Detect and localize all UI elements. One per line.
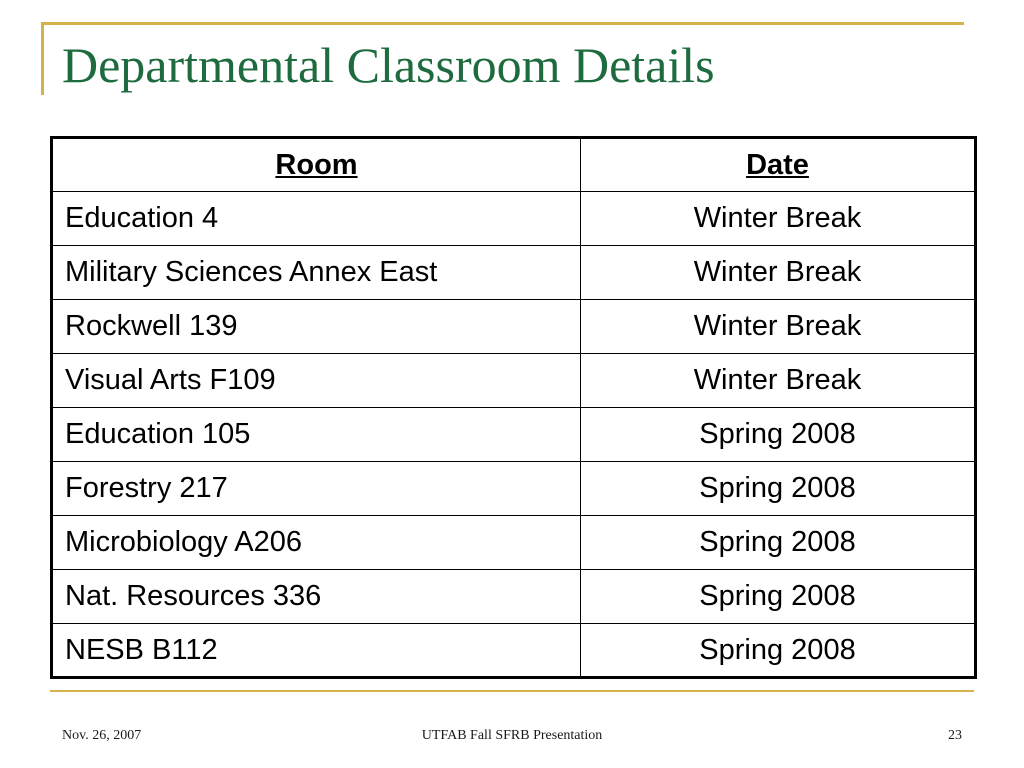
room-cell: Nat. Resources 336 [52,570,581,624]
frame-vertical-rule [41,22,44,95]
date-cell: Spring 2008 [581,516,976,570]
table-row [52,246,976,300]
frame-horizontal-rule [41,22,964,25]
date-cell: Spring 2008 [581,462,976,516]
table-row [52,192,976,246]
column-header-date: Date [581,138,976,192]
table-row [52,354,976,408]
classroom-table [50,136,977,679]
date-cell: Winter Break [581,300,976,354]
room-cell: Education 4 [52,192,581,246]
date-cell: Winter Break [581,192,976,246]
slide-title: Departmental Classroom Details [62,37,715,93]
footer-divider-rule [50,690,974,692]
room-cell: Rockwell 139 [52,300,581,354]
table-row [52,624,976,678]
room-cell: Microbiology A206 [52,516,581,570]
date-cell: Winter Break [581,246,976,300]
table-row [52,408,976,462]
classroom-table-container [50,136,974,679]
column-header-room: Room [52,138,581,192]
date-cell: Spring 2008 [581,408,976,462]
table-row [52,462,976,516]
room-cell: NESB B112 [52,624,581,678]
footer-page-number: 23 [948,728,962,743]
room-cell: Education 105 [52,408,581,462]
table-row [52,570,976,624]
date-cell: Spring 2008 [581,624,976,678]
table-header-row [52,138,976,192]
room-cell: Visual Arts F109 [52,354,581,408]
footer-date: Nov. 26, 2007 [62,728,142,743]
footer-presentation-title: UTFAB Fall SFRB Presentation [421,728,603,743]
room-cell: Forestry 217 [52,462,581,516]
date-cell: Winter Break [581,354,976,408]
date-cell: Spring 2008 [581,570,976,624]
room-cell: Military Sciences Annex East [52,246,581,300]
table-row [52,300,976,354]
table-row [52,516,976,570]
